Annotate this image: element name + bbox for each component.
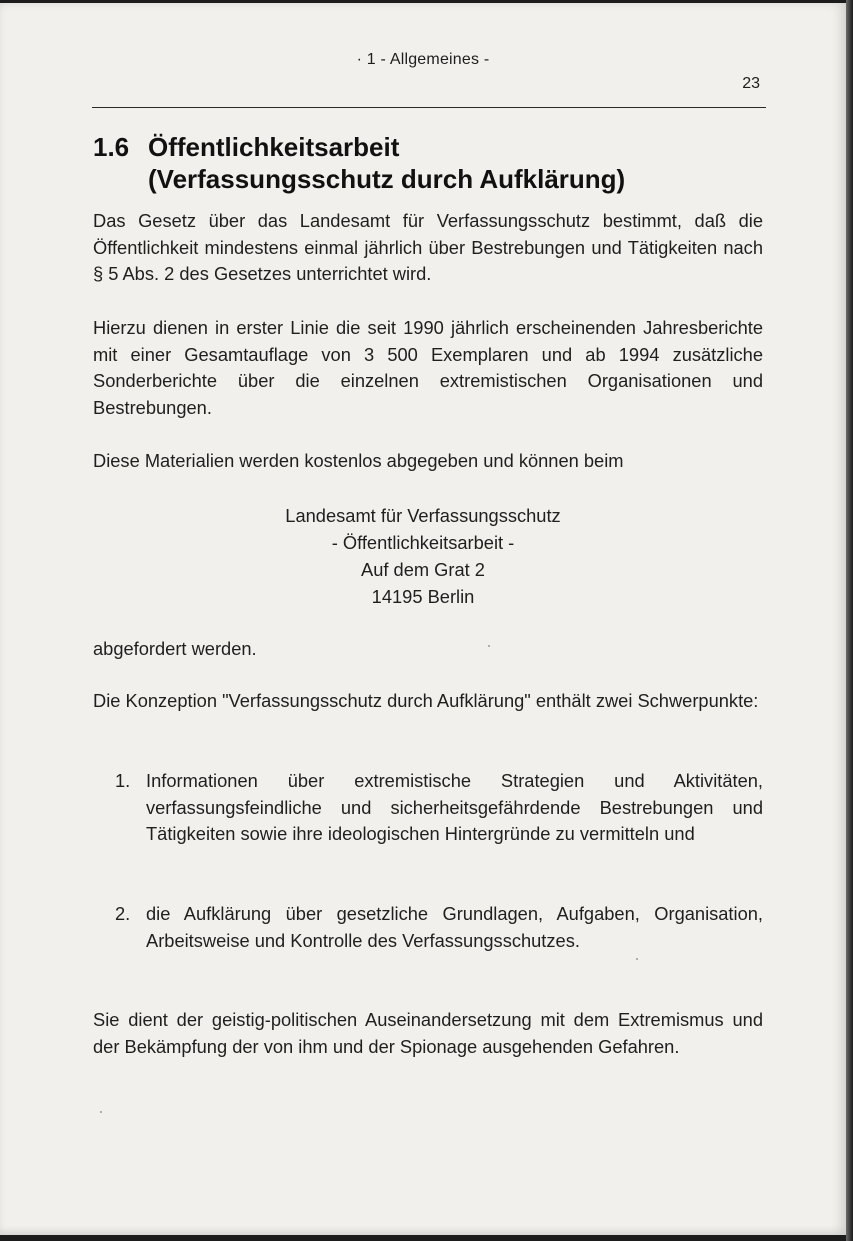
section-title-line2: (Verfassungsschutz durch Aufklärung) (148, 164, 626, 194)
address-line-3: Auf dem Grat 2 (361, 559, 485, 580)
list-marker: 1. (115, 770, 131, 791)
paragraph-4: abgefordert werden. (93, 638, 257, 659)
address-line-2: - Öffentlichkeitsarbeit - (331, 532, 515, 553)
paragraph-6: Sie dient der geistig-politischen Auseinandersetzung mit dem Extremismus und der Bekämpfung der von ihm und der Spionage ausgehenden Gefahren. (93, 1009, 763, 1057)
address-line-4: 14195 Berlin (371, 586, 475, 607)
section-number: 1.6 (93, 132, 130, 162)
paragraph-5: Die Konzeption "Verfassungsschutz durch Aufklärung" enthält zwei Schwerpunkte: (93, 690, 759, 711)
paragraph-2: Hierzu dienen in erster Linie die seit 1990 jährlich erscheinenden Jahresberichte mit einer Gesamtauflage von 3 500 Exemplaren und ab 1994 zusätzliche Sonderberichte über die einzelnen extremistischen Organisationen und Bestrebungen. (93, 317, 763, 418)
paragraph-3: Diese Materialien werden kostenlos abgegeben und können beim (93, 450, 624, 471)
header-rule (92, 107, 766, 108)
document-page (0, 3, 846, 1235)
scan-speck (100, 1111, 102, 1113)
page-number: 23 (742, 75, 760, 92)
list-item-text: Informationen über extremistische Strategien und Aktivitäten, verfassungsfeindliche und sicherheitsgefährdende Bestrebungen und Tätigkeiten sowie ihre ideologischen Hintergründe zu vermitteln und (146, 770, 763, 844)
list-item-text: die Aufklärung über gesetzliche Grundlagen, Aufgaben, Organisation, Arbeitsweise und Kontrolle des Verfassungsschutzes. (146, 903, 763, 951)
section-heading (93, 131, 625, 195)
running-head: · 1 - Allgemeines - (356, 51, 490, 68)
address-block (0, 502, 846, 610)
list-marker: 2. (115, 903, 131, 924)
scan-speck (488, 645, 490, 647)
page-edge-shadow (846, 0, 853, 1241)
address-line-1: Landesamt für Verfassungsschutz (285, 505, 561, 526)
list-item (93, 901, 763, 954)
paragraph-1: Das Gesetz über das Landesamt für Verfassungsschutz bestimmt, daß die Öffentlichkeit mindestens einmal jährlich über Bestrebungen und Tätigkeiten nach § 5 Abs. 2 des Gesetzes unterrichtet wird. (93, 210, 763, 284)
scan-speck (636, 958, 638, 960)
section-title-line1: Öffentlichkeitsarbeit (148, 132, 400, 162)
list-item (93, 768, 763, 848)
